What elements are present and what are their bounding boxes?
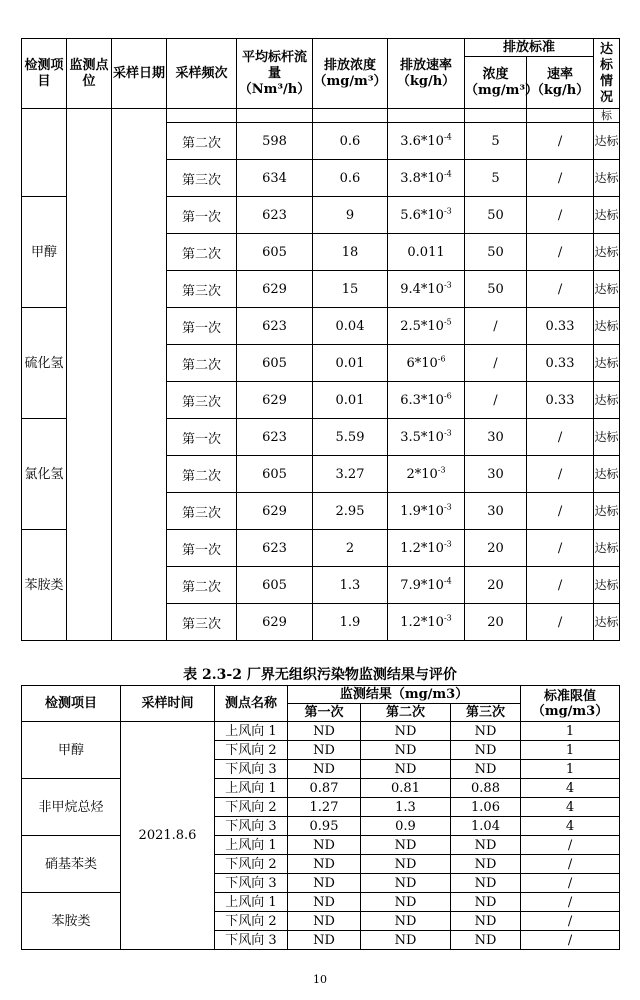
rate-base: 3.8*10 <box>400 170 444 186</box>
concentration-cell: 1.3 <box>313 567 388 604</box>
standard-concentration-cell: 5 <box>465 123 527 160</box>
point-cell <box>67 109 112 641</box>
limit-cell: 1 <box>521 722 620 741</box>
result-first-cell: ND <box>288 874 361 893</box>
rate-exponent: -3 <box>443 539 452 549</box>
frequency-cell: 第二次 <box>167 345 237 382</box>
result-third-cell: ND <box>451 760 521 779</box>
flow-cell: 598 <box>237 123 313 160</box>
result-second-cell: ND <box>361 722 451 741</box>
concentration-cell: 0.04 <box>313 308 388 345</box>
item-cell <box>22 109 67 197</box>
status-cell: 达标 <box>594 456 620 493</box>
result-first-cell: 0.87 <box>288 779 361 798</box>
point-cell: 下风向 3 <box>215 931 288 950</box>
point-cell: 上风向 1 <box>215 836 288 855</box>
flow-cell: 623 <box>237 197 313 234</box>
flow-cell: 605 <box>237 567 313 604</box>
rate-exponent: -6 <box>437 354 446 364</box>
standard-concentration-cell: 20 <box>465 530 527 567</box>
rate-base: 0.011 <box>407 244 445 260</box>
result-third-cell: 1.04 <box>451 817 521 836</box>
standard-rate-cell: / <box>527 567 594 604</box>
standard-rate-cell: 0.33 <box>527 382 594 419</box>
concentration-cell: 5.59 <box>313 419 388 456</box>
limit-cell: 4 <box>521 779 620 798</box>
empty-cell <box>313 109 388 123</box>
concentration-cell: 18 <box>313 234 388 271</box>
header-item: 检测项目 <box>22 39 67 109</box>
result-first-cell: ND <box>288 855 361 874</box>
point-cell: 下风向 3 <box>215 874 288 893</box>
standard-concentration-cell: 50 <box>465 197 527 234</box>
flow-cell: 634 <box>237 160 313 197</box>
limit-cell: / <box>521 855 620 874</box>
frequency-cell: 第一次 <box>167 419 237 456</box>
rate-cell <box>388 419 465 456</box>
standard-concentration-cell: 50 <box>465 271 527 308</box>
status-cell: 达标 <box>594 308 620 345</box>
point-cell: 下风向 2 <box>215 855 288 874</box>
concentration-cell: 9 <box>313 197 388 234</box>
rate-exponent: -5 <box>443 317 452 327</box>
rate-exponent: -3 <box>437 465 446 475</box>
result-first-cell: ND <box>288 760 361 779</box>
rate-base: 2*10 <box>406 466 438 482</box>
empty-cell <box>527 109 594 123</box>
empty-cell <box>167 109 237 123</box>
header-rate: 排放速率（kg/h） <box>388 39 465 109</box>
flow-cell: 629 <box>237 382 313 419</box>
rate-base: 7.9*10 <box>400 577 444 593</box>
header-date: 采样日期 <box>112 39 167 109</box>
standard-concentration-cell: / <box>465 345 527 382</box>
empty-cell <box>237 109 313 123</box>
rate-base: 3.5*10 <box>400 429 444 445</box>
point-cell: 下风向 3 <box>215 760 288 779</box>
status-cell: 达标 <box>594 197 620 234</box>
rate-cell <box>388 567 465 604</box>
frequency-cell: 第三次 <box>167 271 237 308</box>
header-frequency: 采样频次 <box>167 39 237 109</box>
result-second-cell: 1.3 <box>361 798 451 817</box>
result-first-cell: ND <box>288 836 361 855</box>
standard-concentration-cell: 30 <box>465 493 527 530</box>
standard-rate-cell: / <box>527 271 594 308</box>
rate-base: 1.9*10 <box>400 503 444 519</box>
point-cell: 下风向 2 <box>215 912 288 931</box>
result-second-cell: 0.9 <box>361 817 451 836</box>
flow-cell: 623 <box>237 308 313 345</box>
rate-base: 6.3*10 <box>400 392 444 408</box>
status-cell: 达标 <box>594 382 620 419</box>
standard-concentration-cell: 50 <box>465 234 527 271</box>
frequency-cell: 第三次 <box>167 160 237 197</box>
result-first-cell: ND <box>288 893 361 912</box>
status-cell: 达标 <box>594 530 620 567</box>
rate-cell <box>388 197 465 234</box>
concentration-cell: 15 <box>313 271 388 308</box>
result-third-cell: ND <box>451 931 521 950</box>
limit-cell: / <box>521 931 620 950</box>
result-third-cell: 0.88 <box>451 779 521 798</box>
limit-cell: 1 <box>521 741 620 760</box>
standard-rate-cell: / <box>527 493 594 530</box>
standard-rate-cell: / <box>527 197 594 234</box>
rate-cell <box>388 456 465 493</box>
point-cell: 上风向 1 <box>215 722 288 741</box>
header-flow: 平均标杆流量（Nm³/h） <box>237 39 313 109</box>
item-cell: 甲醇 <box>22 722 121 779</box>
limit-cell: / <box>521 874 620 893</box>
result-third-cell: ND <box>451 836 521 855</box>
table-row <box>22 836 620 855</box>
rate-base: 1.2*10 <box>400 614 444 630</box>
concentration-cell: 0.6 <box>313 160 388 197</box>
rate-base: 3.6*10 <box>400 133 444 149</box>
concentration-cell: 0.01 <box>313 382 388 419</box>
header-result: 监测结果（mg/m3） <box>288 686 521 704</box>
concentration-cell: 0.6 <box>313 123 388 160</box>
rate-exponent: -4 <box>443 576 452 586</box>
result-third-cell: 1.06 <box>451 798 521 817</box>
result-second-cell: ND <box>361 874 451 893</box>
frequency-cell: 第一次 <box>167 530 237 567</box>
header-standard-rate: 速率（kg/h） <box>527 57 594 109</box>
status-cell: 达标 <box>594 271 620 308</box>
limit-cell: / <box>521 912 620 931</box>
header-point: 监测点位 <box>67 39 112 109</box>
frequency-cell: 第三次 <box>167 604 237 641</box>
flow-cell: 605 <box>237 456 313 493</box>
result-first-cell: ND <box>288 722 361 741</box>
point-cell: 下风向 2 <box>215 798 288 817</box>
result-first-cell: 0.95 <box>288 817 361 836</box>
standard-concentration-cell: / <box>465 382 527 419</box>
flow-cell: 623 <box>237 530 313 567</box>
frequency-cell: 第二次 <box>167 567 237 604</box>
standard-concentration-cell: 20 <box>465 604 527 641</box>
table-caption: 表 2.3-2 厂界无组织污染物监测结果与评价 <box>183 667 457 683</box>
item-cell: 硝基苯类 <box>22 836 121 893</box>
rate-cell <box>388 123 465 160</box>
result-second-cell: ND <box>361 760 451 779</box>
frequency-cell: 第二次 <box>167 456 237 493</box>
item-cell: 非甲烷总烃 <box>22 779 121 836</box>
result-first-cell: ND <box>288 931 361 950</box>
header-first: 第一次 <box>288 704 361 722</box>
frequency-cell: 第三次 <box>167 382 237 419</box>
result-third-cell: ND <box>451 893 521 912</box>
page-number: 10 <box>313 973 327 986</box>
standard-rate-cell: / <box>527 530 594 567</box>
frequency-cell: 第二次 <box>167 123 237 160</box>
rate-exponent: -3 <box>443 613 452 623</box>
status-cell: 达标 <box>594 123 620 160</box>
rate-exponent: -3 <box>443 206 452 216</box>
point-cell: 下风向 2 <box>215 741 288 760</box>
result-first-cell: ND <box>288 741 361 760</box>
standard-concentration-cell: 5 <box>465 160 527 197</box>
flow-cell: 623 <box>237 419 313 456</box>
date-cell: 2021.8.6 <box>121 722 215 950</box>
frequency-cell: 第三次 <box>167 493 237 530</box>
header-limit: 标准限值（mg/m3） <box>521 686 620 722</box>
item-cell: 苯胺类 <box>22 530 67 641</box>
standard-rate-cell: / <box>527 604 594 641</box>
rate-cell <box>388 234 465 271</box>
item-cell: 苯胺类 <box>22 893 121 950</box>
result-second-cell: ND <box>361 912 451 931</box>
status-cell: 达标 <box>594 493 620 530</box>
result-second-cell: ND <box>361 893 451 912</box>
flow-cell: 629 <box>237 271 313 308</box>
header-standard-concentration: 浓度（mg/m³） <box>465 57 527 109</box>
rate-exponent: -3 <box>443 280 452 290</box>
point-cell: 下风向 3 <box>215 817 288 836</box>
standard-rate-cell: / <box>527 419 594 456</box>
status-cell: 达标 <box>594 234 620 271</box>
result-second-cell: ND <box>361 855 451 874</box>
rate-cell <box>388 530 465 567</box>
rate-cell <box>388 382 465 419</box>
result-second-cell: ND <box>361 741 451 760</box>
rate-exponent: -6 <box>443 391 452 401</box>
concentration-cell: 2 <box>313 530 388 567</box>
fugitive-emission-table <box>21 685 620 950</box>
rate-base: 5.6*10 <box>400 207 444 223</box>
result-first-cell: ND <box>288 912 361 931</box>
standard-concentration-cell: 20 <box>465 567 527 604</box>
header-standard: 排放标准 <box>465 39 594 57</box>
standard-concentration-cell: / <box>465 308 527 345</box>
point-cell: 上风向 1 <box>215 893 288 912</box>
standard-rate-cell: / <box>527 123 594 160</box>
standard-rate-cell: 0.33 <box>527 308 594 345</box>
rate-cell <box>388 604 465 641</box>
header-time: 采样时间 <box>121 686 215 722</box>
result-third-cell: ND <box>451 722 521 741</box>
result-third-cell: ND <box>451 912 521 931</box>
header-status: 达标情况 <box>594 39 620 109</box>
flow-cell: 629 <box>237 493 313 530</box>
rate-exponent: -4 <box>443 169 452 179</box>
status-cell: 标 <box>594 109 620 123</box>
rate-exponent: -3 <box>443 428 452 438</box>
table-row <box>22 893 620 912</box>
rate-cell <box>388 493 465 530</box>
header-item: 检测项目 <box>22 686 121 722</box>
frequency-cell: 第二次 <box>167 234 237 271</box>
table-row <box>22 779 620 798</box>
rate-exponent: -3 <box>443 502 452 512</box>
frequency-cell: 第一次 <box>167 197 237 234</box>
point-cell: 上风向 1 <box>215 779 288 798</box>
status-cell: 达标 <box>594 160 620 197</box>
result-third-cell: ND <box>451 741 521 760</box>
limit-cell: 1 <box>521 760 620 779</box>
rate-cell <box>388 345 465 382</box>
rate-base: 6*10 <box>406 355 438 371</box>
item-cell: 硫化氢 <box>22 308 67 419</box>
rate-cell <box>388 271 465 308</box>
rate-cell <box>388 308 465 345</box>
rate-base: 1.2*10 <box>400 540 444 556</box>
header-point-name: 测点名称 <box>215 686 288 722</box>
item-cell: 甲醇 <box>22 197 67 308</box>
result-first-cell: 1.27 <box>288 798 361 817</box>
rate-cell <box>388 160 465 197</box>
concentration-cell: 2.95 <box>313 493 388 530</box>
item-cell: 氯化氢 <box>22 419 67 530</box>
result-second-cell: 0.81 <box>361 779 451 798</box>
status-cell: 达标 <box>594 567 620 604</box>
flow-cell: 629 <box>237 604 313 641</box>
rate-base: 9.4*10 <box>400 281 444 297</box>
result-third-cell: ND <box>451 874 521 893</box>
limit-cell: 4 <box>521 817 620 836</box>
limit-cell: / <box>521 836 620 855</box>
emission-table <box>21 38 620 641</box>
header-second: 第二次 <box>361 704 451 722</box>
empty-cell <box>465 109 527 123</box>
status-cell: 达标 <box>594 604 620 641</box>
result-second-cell: ND <box>361 931 451 950</box>
rate-base: 2.5*10 <box>400 318 444 334</box>
status-cell: 达标 <box>594 345 620 382</box>
header-concentration: 排放浓度（mg/m³） <box>313 39 388 109</box>
result-second-cell: ND <box>361 836 451 855</box>
frequency-cell: 第一次 <box>167 308 237 345</box>
empty-cell <box>388 109 465 123</box>
standard-rate-cell: / <box>527 234 594 271</box>
rate-exponent: -4 <box>443 132 452 142</box>
concentration-cell: 1.9 <box>313 604 388 641</box>
concentration-cell: 0.01 <box>313 345 388 382</box>
status-cell: 达标 <box>594 419 620 456</box>
flow-cell: 605 <box>237 345 313 382</box>
standard-rate-cell: / <box>527 456 594 493</box>
standard-concentration-cell: 30 <box>465 456 527 493</box>
standard-rate-cell: / <box>527 160 594 197</box>
standard-concentration-cell: 30 <box>465 419 527 456</box>
flow-cell: 605 <box>237 234 313 271</box>
result-third-cell: ND <box>451 855 521 874</box>
date-cell <box>112 109 167 641</box>
limit-cell: / <box>521 893 620 912</box>
header-third: 第三次 <box>451 704 521 722</box>
standard-rate-cell: 0.33 <box>527 345 594 382</box>
limit-cell: 4 <box>521 798 620 817</box>
concentration-cell: 3.27 <box>313 456 388 493</box>
table-row <box>22 722 620 741</box>
table-row-partial <box>22 109 620 123</box>
